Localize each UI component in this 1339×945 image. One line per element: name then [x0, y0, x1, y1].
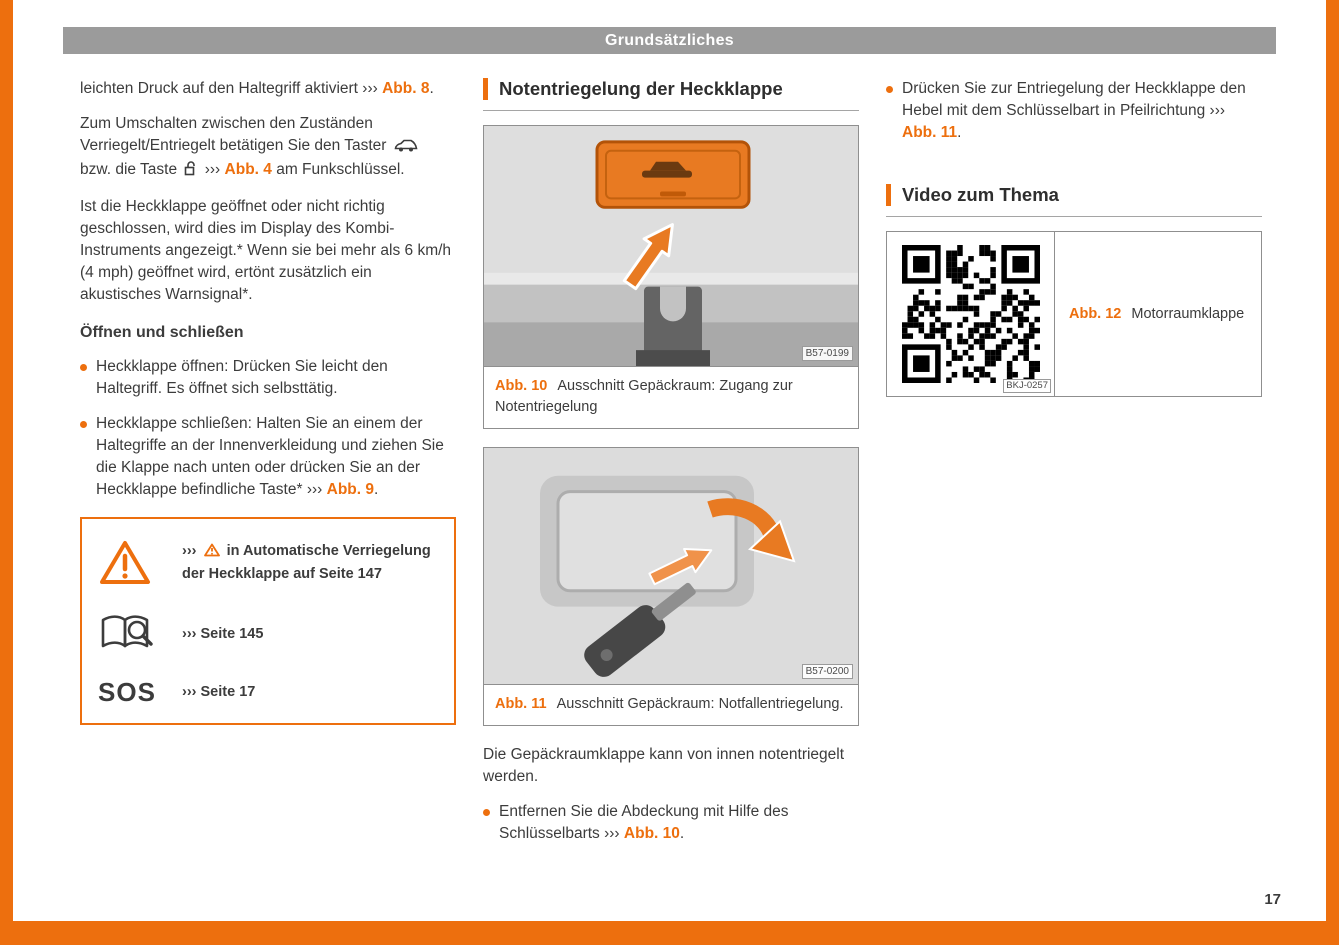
trunk-access-illustration [484, 126, 858, 366]
booklet-reference-text: ››› Seite 145 [182, 625, 264, 642]
paragraph-text: Zum Umschalten zwischen den Zuständen Verriegelt/Entriegelt betätigen Sie den Taster [80, 115, 387, 154]
trunk-release-button-icon [394, 137, 418, 159]
figure-12-caption: Abb. 12 Motorraumklappe [1055, 232, 1261, 396]
figure-code: B57-0199 [802, 346, 853, 361]
warning-small-icon [204, 543, 220, 564]
figure-reference-abb11[interactable]: Abb. 11 [902, 124, 958, 141]
list-item-text: Heckklappe schließen: Halten Sie an einem der Haltegriffe an der Innenverkleidung und ziehen Sie die Klappe nach unten oder drücken Sie an der Heckklappe befindliche Taste* ››› Abb. 9. [96, 415, 444, 498]
list-item [483, 801, 859, 845]
bullet-icon [80, 421, 87, 428]
paragraph-text: . [429, 80, 434, 97]
left-column [80, 78, 456, 725]
emergency-release-illustration [484, 448, 858, 684]
figure-reference-abb4[interactable]: Abb. 4 [224, 161, 272, 178]
figure-10-illustration [483, 125, 859, 367]
video-qr-box [886, 231, 1262, 397]
figure-code: BKJ-0257 [1003, 379, 1051, 393]
list-item [886, 78, 1262, 144]
paragraph [80, 113, 456, 183]
list-item-text: Drücken Sie zur Entriegelung der Heckklappe den Hebel mit dem Schlüsselbart in Pfeilrichtung ››› Abb. 11. [902, 80, 1246, 141]
paragraph-text: ››› [204, 161, 221, 178]
figure-reference-abb10[interactable]: Abb. 10 [623, 825, 680, 842]
sos-label: SOS [98, 677, 156, 707]
figure-11-illustration [483, 447, 859, 685]
video-section-heading-block [886, 184, 1262, 217]
chapter-title: Grundsätzliches [605, 31, 734, 49]
page-frame-bottom [0, 921, 1339, 945]
list-item [80, 413, 456, 501]
middle-column [483, 78, 859, 858]
figure-code: B57-0200 [802, 664, 853, 679]
paragraph [80, 78, 456, 100]
warning-reference-text: ››› in Automatische Verriegelung der Heckklappe auf Seite 147 [182, 543, 431, 582]
paragraph-text: am Funkschlüssel. [276, 161, 405, 178]
sos-reference-text: ››› Seite 17 [182, 683, 256, 700]
cross-reference-box [80, 517, 456, 725]
section-title: Notentriegelung der Heckklappe [483, 78, 859, 100]
qr-code [902, 245, 1040, 383]
subsection-heading: Öffnen und schließen [80, 324, 244, 341]
qr-cell [887, 232, 1055, 396]
figure-label: Abb. 11 [495, 696, 547, 712]
page-frame-left [0, 0, 13, 945]
bullet-icon [483, 809, 490, 816]
paragraph: Die Gepäckraumklappe kann von innen notentriegelt werden. [483, 746, 845, 785]
unlock-padlock-icon [184, 161, 197, 183]
right-column [886, 78, 1262, 397]
list-item-text: Entfernen Sie die Abdeckung mit Hilfe des Schlüsselbarts ››› Abb. 10. [499, 803, 789, 842]
booklet-lookup-icon [98, 613, 182, 655]
figure-label: Abb. 12 [1069, 305, 1122, 322]
figure-reference-abb8[interactable]: Abb. 8 [382, 80, 430, 97]
warning-triangle-icon [98, 539, 182, 587]
list-item [80, 356, 456, 400]
list-item-text: Heckklappe öffnen: Drücken Sie leicht den Haltegriff. Es öffnet sich selbsttätig. [96, 358, 388, 397]
paragraph-text: bzw. die Taste [80, 161, 178, 178]
bullet-icon [886, 86, 893, 93]
page-number: 17 [1264, 891, 1281, 908]
paragraph: Ist die Heckklappe geöffnet oder nicht richtig geschlossen, wird dies im Display des Kombi-Instruments angezeigt.* Wenn sie bei mehr als 6 km/h (4 mph) geöffnet wird, ertönt zusätzlich ein akustisches Warnsignal*. [80, 198, 452, 303]
figure-label: Abb. 10 [495, 378, 548, 394]
video-section-title: Video zum Thema [886, 184, 1262, 206]
figure-10-caption: Abb. 10 Ausschnitt Gepäckraum: Zugang zur Notentriegelung [483, 366, 859, 429]
figure-reference-abb9[interactable]: Abb. 9 [326, 481, 374, 498]
paragraph-text: leichten Druck auf den Haltegriff aktiviert ››› [80, 80, 378, 97]
chapter-header-bar [63, 27, 1276, 54]
figure-11-caption: Abb. 11 Ausschnitt Gepäckraum: Notfallentriegelung. [483, 684, 859, 726]
bullet-icon [80, 364, 87, 371]
section-heading-block [483, 78, 859, 111]
page-frame-right [1326, 0, 1339, 945]
